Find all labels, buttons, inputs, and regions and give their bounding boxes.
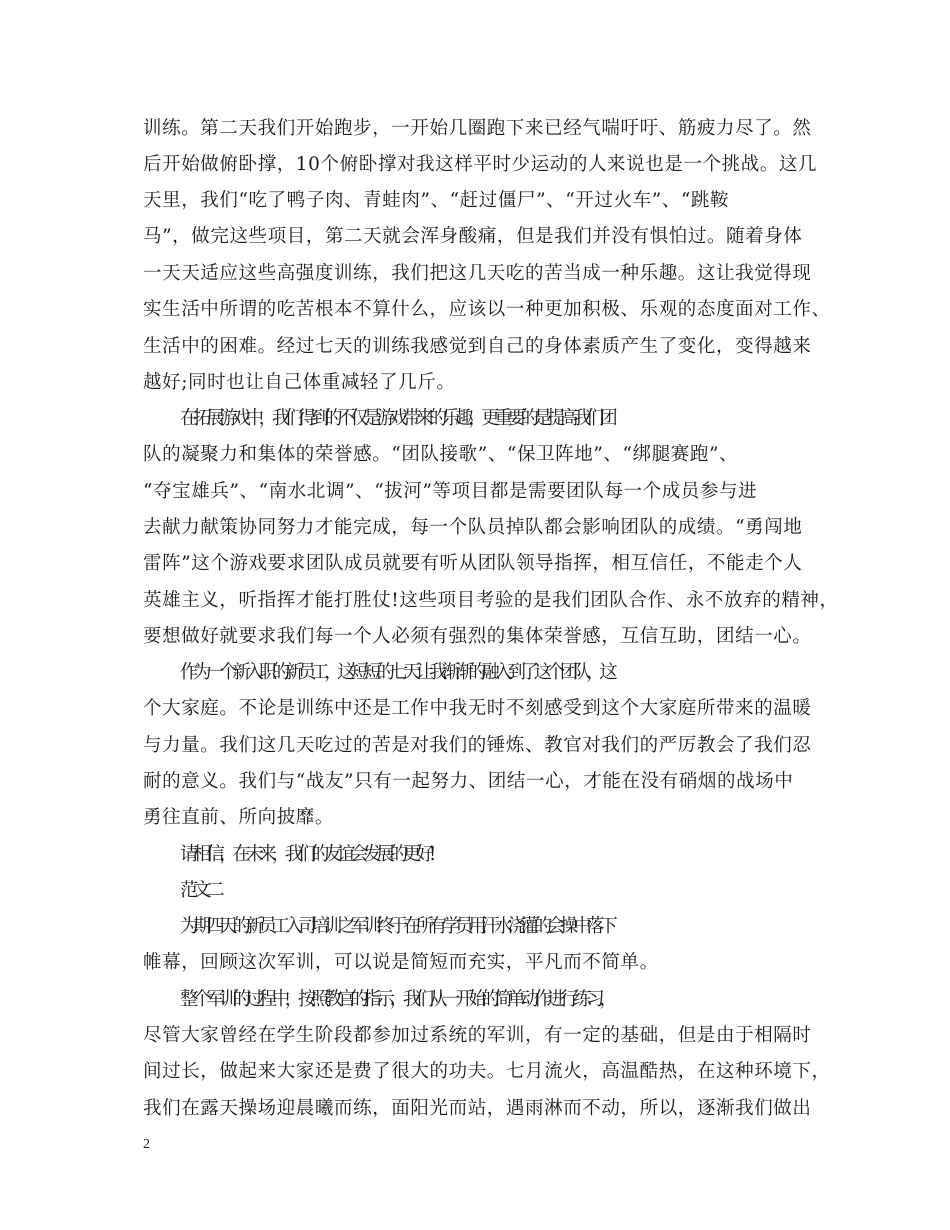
text-line: 帷幕，回顾这次军训，可以说是简短而充实，平凡而不简单。 [143, 952, 659, 973]
text-line: 请相信，在未来，我们的友谊会发展的更好! [180, 844, 431, 865]
text-line: 马”，做完这些项目，第二天就会浑身酸痛，但是我们并没有惧怕过。随着身体 [143, 226, 803, 247]
text-line: 天里，我们“吃了鸭子肉、青蛙肉”、“赶过僵尸”、“开过火车”、“跳鞍 [143, 190, 730, 211]
text-line: 在拓展游戏中，我们得到的不仅是游戏带来的乐趣，更重要的是提高我们团 [180, 408, 613, 429]
text-line: 后开始做俯卧撑，10个俯卧撑对我这样平时少运动的人来说也是一个挑战。这几 [143, 154, 818, 175]
text-line: 勇往直前、所向披靡。 [143, 807, 335, 828]
text-line: 英雄主义，听指挥才能打胜仗!这些项目考验的是我们团队合作、永不放弃的精神， [143, 590, 839, 611]
text-line: 一天天适应这些高强度训练，我们把这几天吃的苦当成一种乐趣。这让我觉得现 [143, 263, 812, 284]
text-line: 实生活中所谓的吃苦根本不算什么，应该以一种更加积极、乐观的态度面对工作、 [143, 299, 831, 320]
text-line: 越好;同时也让自己体重减轻了几斤。 [143, 372, 456, 393]
text-line: 雷阵”这个游戏要求团队成员就要有听从团队领导指挥，相互信任，不能走个人 [143, 553, 803, 574]
text-line: 生活中的困难。经过七天的训练我感觉到自己的身体素质产生了变化，变得越来 [143, 336, 812, 357]
text-line: 与力量。我们这几天吃过的苦是对我们的锤炼、教官对我们的严厉教会了我们忍 [143, 735, 812, 756]
text-line: “夺宝雄兵”、“南水北调”、“拔河”等项目都是需要团队每一个成员参与进 [143, 481, 758, 502]
text-line: 间过长，做起来大家还是费了很大的功夫。七月流火，高温酷热，在这种环境下， [143, 1061, 831, 1082]
text-line: 个大家庭。不论是训练中还是工作中我无时不刻感受到这个大家庭所带来的温暖 [143, 698, 812, 719]
page-number: 2 [143, 1137, 150, 1152]
text-line: 耐的意义。我们与“战友”只有一起努力、团结一心，才能在没有硝烟的战场中 [143, 771, 794, 792]
text-line: 要想做好就要求我们每一个人必须有强烈的集体荣誉感，互信互助，团结一心。 [143, 626, 812, 647]
text-line: 为期四天的新员工入司培训之军训终于在所有学员用汗水浇灌的会操中落下 [180, 916, 613, 937]
text-line: 我们在露天操场迎晨曦而练，面阳光而站，遇雨淋而不动，所以，逐渐我们做出 [143, 1098, 812, 1119]
text-line: 去献力献策协同努力才能完成，每一个队员掉队都会影响团队的成绩。“勇闯地 [143, 517, 803, 538]
text-line: 训练。第二天我们开始跑步，一开始几圈跑下来已经气喘吁吁、筋疲力尽了。然 [143, 118, 812, 139]
text-line: 作为一个新入职的新员工，这短短的七天让我渐渐的融入到了这个团队，这 [180, 662, 613, 683]
text-line: 队的凝聚力和集体的荣誉感。“团队接歌”、“保卫阵地”、“绑腿赛跑”、 [143, 444, 739, 465]
text-line: 尽管大家曾经在学生阶段都参加过系统的军训，有一定的基础，但是由于相隔时 [143, 1025, 812, 1046]
section-heading: 范文二 [180, 880, 220, 901]
text-line: 整个军训的过程中，按照教官的指示，我们从一开始的简单动作进行练习， [180, 989, 613, 1010]
